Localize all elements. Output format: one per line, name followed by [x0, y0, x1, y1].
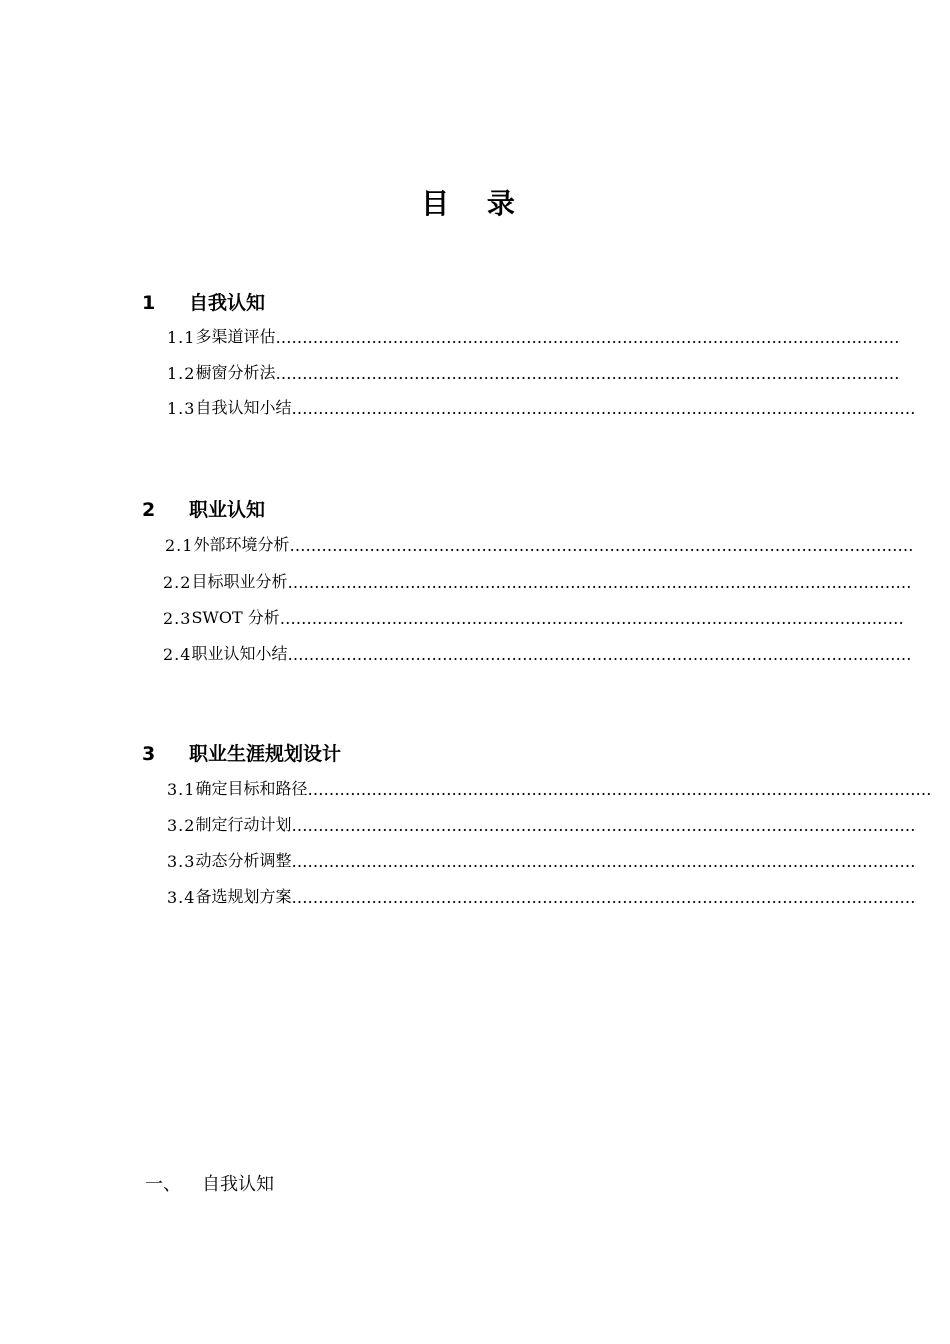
toc-entry-1-2[interactable] [167, 361, 900, 383]
entry-label: 确定目标和路径 [195, 779, 308, 798]
toc-entry-3-2[interactable] [167, 813, 916, 835]
toc-entry-3-3[interactable] [167, 849, 916, 871]
dot-leader: ……………………………………………………………………………………………………… [307, 780, 932, 799]
section-title: 自我认知 [202, 1174, 274, 1195]
toc-chapter-3[interactable] [142, 739, 341, 766]
entry-number: 3.1 [167, 780, 196, 799]
section-marker: 一、 [145, 1174, 181, 1195]
entry-label: 橱窗分析法 [195, 363, 276, 382]
toc-entry-2-1[interactable] [165, 533, 914, 555]
entry-number: 1.2 [167, 364, 196, 383]
chapter-title: 职业生涯规划设计 [189, 743, 342, 765]
toc-title: 目 录 [421, 187, 529, 220]
entry-number: 3.3 [167, 852, 196, 871]
entry-label: 动态分析调整 [195, 851, 292, 870]
dot-leader: ……………………………………………………………………………………………………… [291, 816, 916, 835]
toc-entry-1-1[interactable] [167, 325, 900, 347]
entry-label: 目标职业分析 [191, 572, 288, 591]
toc-entry-2-2[interactable] [163, 570, 912, 592]
chapter-number: 2 [142, 499, 156, 521]
entry-label: SWOT 分析 [191, 608, 280, 627]
entry-number: 2.4 [163, 645, 192, 664]
chapter-number: 1 [142, 292, 156, 314]
dot-leader: ……………………………………………………………………………………………………… [279, 609, 904, 628]
entry-label: 自我认知小结 [195, 398, 292, 417]
dot-leader: ……………………………………………………………………………………………………… [291, 399, 916, 418]
toc-entry-2-3[interactable] [163, 606, 904, 628]
toc-chapter-1[interactable] [142, 288, 265, 315]
toc-entry-1-3[interactable] [167, 396, 916, 418]
dot-leader: ……………………………………………………………………………………………………… [291, 888, 916, 907]
dot-leader: ……………………………………………………………………………………………………… [287, 573, 912, 592]
toc-entry-3-4[interactable] [167, 885, 916, 907]
toc-chapter-2[interactable] [142, 495, 265, 522]
dot-leader: ……………………………………………………………………………………………………… [275, 328, 900, 347]
entry-number: 3.2 [167, 816, 196, 835]
entry-number: 2.2 [163, 573, 192, 592]
dot-leader: ……………………………………………………………………………………………………… [275, 364, 900, 383]
toc-entry-2-4[interactable] [163, 642, 912, 664]
dot-leader: ……………………………………………………………………………………………………… [289, 536, 914, 555]
section-heading [145, 1170, 274, 1196]
entry-label: 备选规划方案 [195, 887, 292, 906]
chapter-number: 3 [142, 743, 156, 765]
entry-number: 1.1 [167, 328, 196, 347]
entry-label: 制定行动计划 [195, 815, 292, 834]
toc-entry-3-1[interactable] [167, 777, 932, 799]
entry-number: 3.4 [167, 888, 196, 907]
dot-leader: ……………………………………………………………………………………………………… [291, 852, 916, 871]
entry-label: 多渠道评估 [195, 327, 276, 346]
entry-label: 职业认知小结 [191, 644, 288, 663]
entry-number: 2.1 [165, 536, 194, 555]
entry-label: 外部环境分析 [193, 535, 290, 554]
entry-number: 2.3 [163, 609, 192, 628]
chapter-title: 自我认知 [189, 292, 266, 314]
dot-leader: ……………………………………………………………………………………………………… [287, 645, 912, 664]
entry-number: 1.3 [167, 399, 196, 418]
chapter-title: 职业认知 [189, 499, 266, 521]
